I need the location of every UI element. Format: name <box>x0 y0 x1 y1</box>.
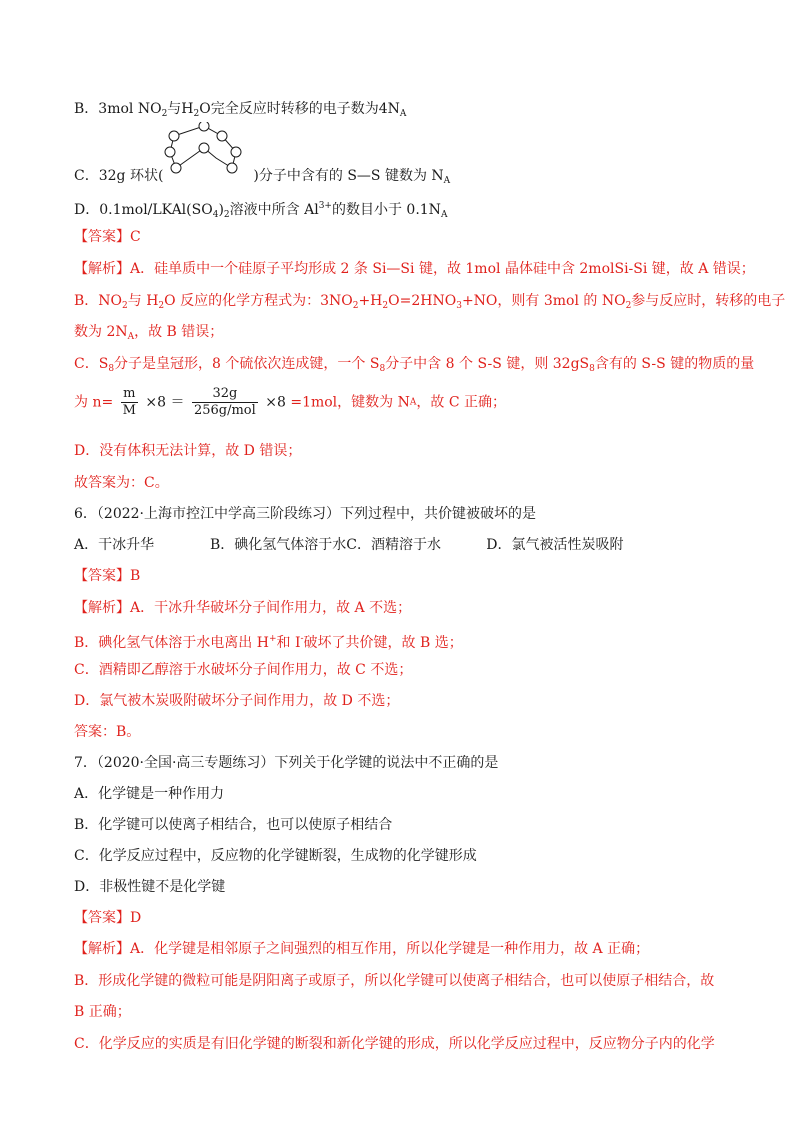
q7-explanation-a: 【解析】A．化学键是相邻原子之间强烈的相互作用，所以化学键是一种作用力，故 A 正确； <box>74 941 650 957</box>
q6-options <box>74 535 624 555</box>
q7-explanation-b: B．形成化学键的微粒可能是阴阳离子或原子，所以化学键可以使离子相结合，也可以使原子相结合，故 <box>74 973 715 989</box>
q6-option-c: C．酒精溶于水 <box>346 537 442 553</box>
fraction-32g-over-256: $\frac{32g}{\text{256g/mol}}$ <box>193 386 256 418</box>
q6-option-b: B．碘化氢气体溶于水 <box>210 537 347 553</box>
q6-stem: 6．（2022·上海市控江中学高三阶段练习）下列过程中，共价键被破坏的是 <box>74 506 536 522</box>
q7-option-c: C．化学反应过程中，反应物的化学键断裂，生成物的化学键形成 <box>74 848 477 864</box>
q6-explanation-c: C．酒精即乙醇溶于水破坏分子间作用力，故 C 不选； <box>74 662 413 678</box>
q5-explanation-b-cont: 数为 $2N_A$，故 B 错误； <box>74 324 224 342</box>
q5-explanation-b: B．$NO_2$与 $H_2O$ 反应的化学方程式为：$3NO_2+H_2O=2HNO_3+NO$，则有 3mol 的 $NO_2$参与反应时，转移的电子 <box>74 293 786 311</box>
q5-option-b: B．3mol $NO_2$与$H_2O$完全反应时转移的电子数为$4N_A$ <box>74 101 407 119</box>
q5-answer: 【答案】C <box>74 229 141 245</box>
q6-option-d: D．氯气被活性炭吸附 <box>486 537 624 553</box>
q7-option-d: D．非极性键不是化学键 <box>74 879 226 895</box>
q7-answer: 【答案】D <box>74 910 142 926</box>
q6-explanation-d: D．氯气被木炭吸附破坏分子间作用力，故 D 不选； <box>74 693 400 709</box>
q7-stem: 7．（2020·全国·高三专题练习）下列关于化学键的说法中不正确的是 <box>74 755 499 771</box>
q5-conclusion: 故答案为：C。 <box>74 475 169 491</box>
q6-answer: 【答案】B <box>74 568 141 584</box>
q5-option-d: D．$0.1mol/LKAl(SO_4)_2$溶液中所含 $Al^{3+}$的数目小于 $0.1N_A$ <box>74 201 448 220</box>
fraction-m-over-M: $\frac{m}{M}$ <box>122 386 136 418</box>
q6-explanation-a: 【解析】A．干冰升华破坏分子间作用力，故 A 不选； <box>74 600 412 616</box>
q6-option-a: A．干冰升华 <box>74 537 155 553</box>
q6-explanation-b: B．碘化氢气体溶于水电离出 H+和 I-破坏了共价键，故 B 选； <box>74 634 463 651</box>
q5-explanation-d: D．没有体积无法计算，故 D 错误； <box>74 443 302 459</box>
q7-explanation-b-cont: B 正确； <box>74 1004 131 1020</box>
q5-formula: 为 n= $\frac{m}{M}$ ×8 ＝ $\frac{32g}{\text{256g/mol}}$ ×8 =1mol，键数为 NA，故 C 正确； <box>74 386 506 418</box>
q7-explanation-c: C．化学反应的实质是有旧化学键的断裂和新化学键的形成，所以化学反应过程中，反应物分子内的化学 <box>74 1036 715 1052</box>
q6-conclusion: 答案：B。 <box>74 724 141 740</box>
q7-option-b: B．化学键可以使离子相结合，也可以使原子相结合 <box>74 817 393 833</box>
q7-option-a: A．化学键是一种作用力 <box>74 786 225 802</box>
q5-option-c: C．32g 环状( )分子中含有的 S—S 键数为 $N_A$ <box>74 168 451 186</box>
q5-explanation-c: C．$S_8$分子是皇冠形，8 个硫依次连成键，一个 $S_8$分子中含 8 个 S-S 键，则 $32gS_8$含有的 S-S 键的物质的量 <box>74 356 755 374</box>
q5-explanation-a: 【解析】A．硅单质中一个硅原子平均形成 2 条 Si—Si 键，故 1mol 晶体硅中含 2molSi-Si 键，故 A 错误； <box>74 261 755 277</box>
